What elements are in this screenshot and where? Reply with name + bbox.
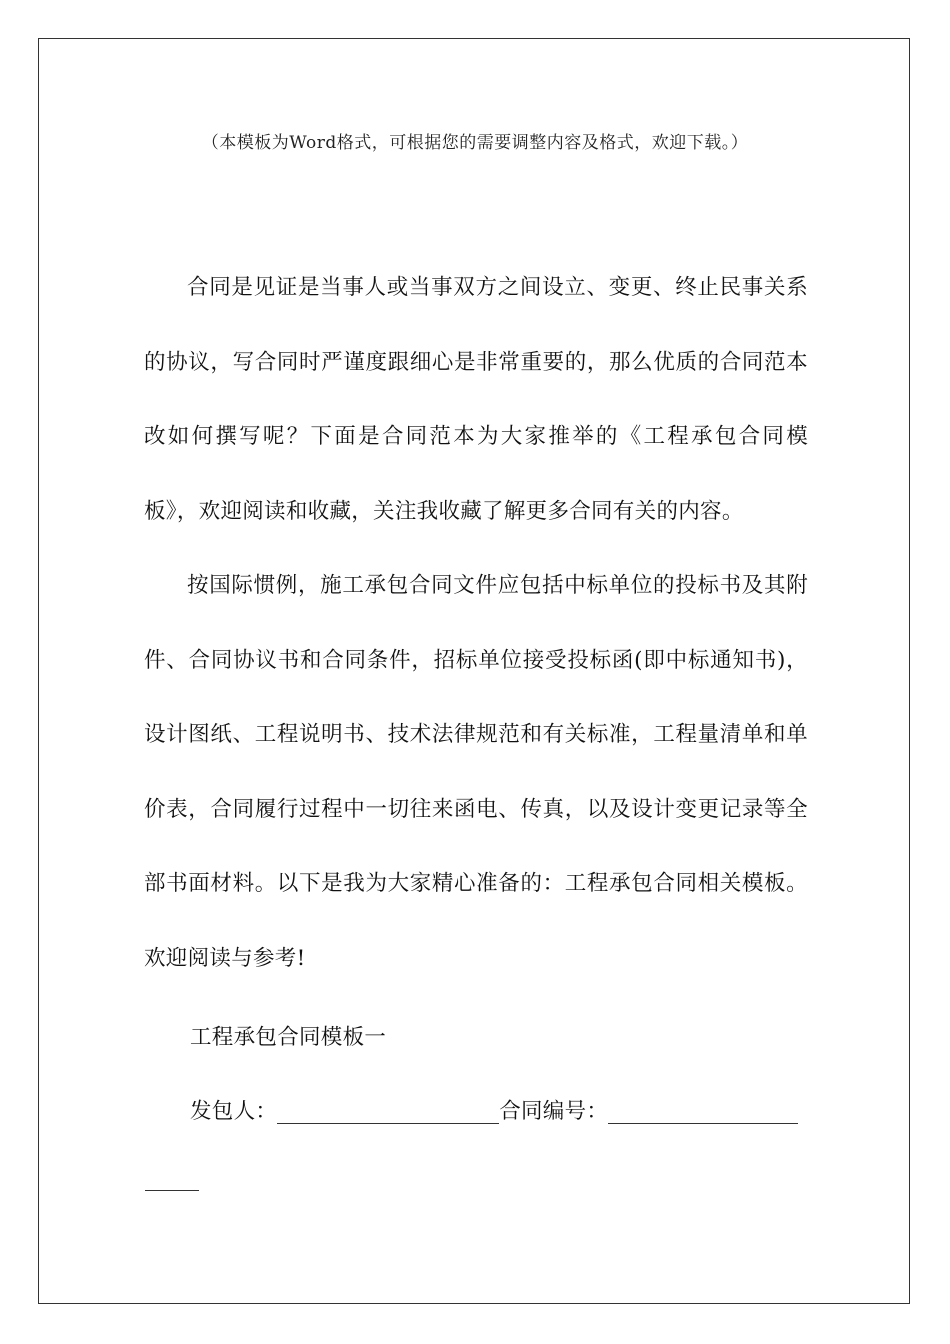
employer-label: 发包人： [190,1099,278,1124]
contract-number-blank[interactable] [608,1101,798,1124]
template-title: 工程承包合同模板一 [190,1025,387,1050]
contract-number-label: 合同编号： [499,1099,609,1124]
intro-paragraph-block [144,251,808,549]
contract-number-blank-continuation [145,1190,199,1191]
practice-paragraph: 按国际惯例，施工承包合同文件应包括中标单位的投标书及其附件、合同协议书和合同条件，招标单位接受投标函(即中标通知书)，设计图纸、工程说明书、技术法律规范和有关标准，工程量清单和单价表，合同履行过程中一切往来函电、传真，以及设计变更记录等全部书面材料。以下是我为大家精心准备的：工程承包合同相关模板。欢迎阅读与参考! [144,573,808,971]
employer-blank[interactable] [277,1101,499,1124]
intro-paragraph: 合同是见证是当事人或当事双方之间设立、变更、终止民事关系的协议，写合同时严谨度跟细心是非常重要的，那么优质的合同范本改如何撰写呢？下面是合同范本为大家推举的《工程承包合同模板》，欢迎阅读和收藏，关注我收藏了解更多合同有关的内容。 [144,275,808,524]
practice-paragraph-block [144,549,808,996]
template-note: （本模板为Word格式，可根据您的需要调整内容及格式，欢迎下载。） [201,133,749,153]
party-row [190,1094,798,1125]
